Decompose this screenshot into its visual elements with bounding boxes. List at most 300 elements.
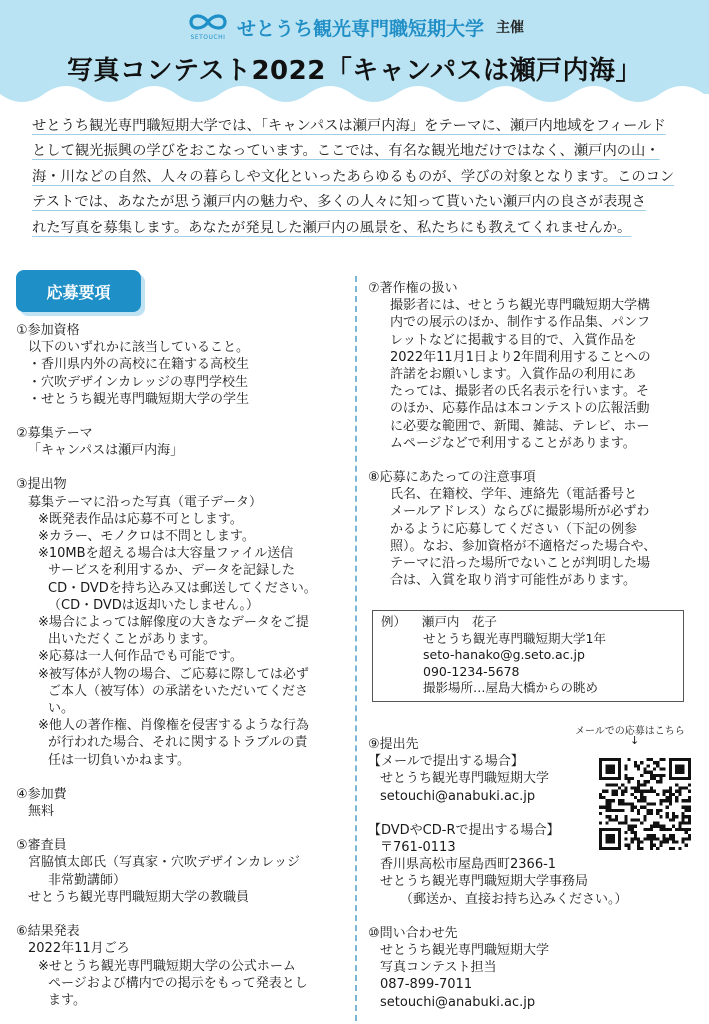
note-line: サービスを利用するか、データを記録した [48, 563, 296, 579]
qr-module [609, 847, 612, 850]
qr-module [609, 837, 612, 840]
qr-module [675, 768, 678, 771]
qr-module [672, 825, 675, 828]
header-banner [0, 0, 709, 112]
qr-module [609, 758, 612, 761]
qr-module [637, 764, 640, 767]
qr-module [650, 844, 653, 847]
note-line: ※被写体が人物の場合、ご応募に際しては必ず [38, 666, 309, 682]
qr-module [599, 831, 602, 834]
qr-module [669, 777, 672, 780]
text-line: かるように応募してください（下記の例参 [390, 521, 638, 537]
qr-module [675, 783, 678, 786]
section-title-theme: ②募集テーマ [16, 426, 93, 442]
qr-module [631, 802, 634, 805]
qr-module [650, 812, 653, 815]
qr-module [605, 799, 608, 802]
right-column-top [368, 280, 698, 589]
qr-module [609, 828, 612, 831]
qr-module [669, 802, 672, 805]
qr-module [659, 844, 662, 847]
section-title-destination: ⑨提出先 [368, 737, 419, 752]
text-line: 照）。なお、参加資格が不適格だった場合や、 [390, 538, 657, 554]
qr-module [624, 768, 627, 771]
qr-module [675, 796, 678, 799]
qr-module [681, 806, 684, 809]
qr-module [609, 777, 612, 780]
qr-module [685, 844, 688, 847]
qr-module [647, 802, 650, 805]
qr-module [618, 764, 621, 767]
qr-module [609, 840, 612, 843]
qr-module [681, 787, 684, 790]
text-line: テーマに沿った場所でないことが判明した場 [390, 556, 651, 572]
text-line: 内での展示のほか、制作する作品集、パンフ [390, 315, 651, 331]
qr-module [653, 837, 656, 840]
qr-module [656, 780, 659, 783]
qr-module [618, 834, 621, 837]
qr-module [618, 821, 621, 824]
qr-module [599, 806, 602, 809]
qr-module [602, 777, 605, 780]
qr-module [615, 818, 618, 821]
qr-module [669, 771, 672, 774]
school-logo [185, 10, 231, 44]
qr-module [669, 847, 672, 850]
qr-module [662, 790, 665, 793]
email-link[interactable]: setouchi@anabuki.ac.jp [380, 994, 536, 1010]
qr-module [688, 821, 691, 824]
qr-module [615, 783, 618, 786]
qr-module [631, 828, 634, 831]
qr-module [599, 840, 602, 843]
qr-module [602, 796, 605, 799]
note-line: 出いただくことがあります。 [48, 632, 216, 648]
note-line: が行われた場合、それに関するトラブルの責 [48, 735, 308, 751]
qr-module [653, 821, 656, 824]
qr-module [631, 837, 634, 840]
qr-module [669, 799, 672, 802]
note-line: い。 [48, 701, 75, 717]
note-line: ます。 [48, 992, 86, 1008]
qr-module [659, 777, 662, 780]
text-line: のほか、応募作品は本コンテストの広報活動 [390, 401, 650, 417]
qr-module [669, 787, 672, 790]
qr-module [615, 815, 618, 818]
qr-module [681, 828, 684, 831]
qr-module [605, 806, 608, 809]
qr-module [618, 799, 621, 802]
qr-module [650, 758, 653, 761]
qr-module [599, 847, 602, 850]
qr-module [612, 790, 615, 793]
qr-module [666, 815, 669, 818]
qr-module [685, 815, 688, 818]
qr-module [634, 764, 637, 767]
text-line: （郵送か、直接お持ち込みください。） [400, 891, 628, 907]
intro-line: れた写真を募集します。あなたが発見した瀬戸内の風景を、私たちにも教えてくれませんか。 [32, 219, 632, 236]
qr-module [618, 768, 621, 771]
qr-module [675, 758, 678, 761]
section-title-fee: ④参加費 [16, 786, 67, 802]
section-title-results: ⑥結果発表 [16, 924, 80, 940]
qr-module [647, 812, 650, 815]
qr-module [659, 802, 662, 805]
qr-module [681, 768, 684, 771]
note-line: ※せとうち観光専門職短期大学の公式ホーム [38, 958, 296, 974]
qr-module [672, 818, 675, 821]
qr-module [605, 802, 608, 805]
qr-module [659, 799, 662, 802]
qr-module [637, 844, 640, 847]
qr-module [618, 847, 621, 850]
qr-module [640, 847, 643, 850]
qr-module [653, 844, 656, 847]
qr-module [602, 806, 605, 809]
qr-module [650, 790, 653, 793]
qr-code[interactable] [599, 758, 691, 850]
qr-module [688, 828, 691, 831]
qr-module [599, 768, 602, 771]
qr-module [640, 790, 643, 793]
qr-module [605, 790, 608, 793]
qr-module [672, 758, 675, 761]
qr-module [628, 777, 631, 780]
qr-module [624, 777, 627, 780]
qr-module [631, 825, 634, 828]
text-line: 合は、入賞を取り消す可能性があります。 [390, 573, 636, 589]
note-line: （CD・DVDは返却いたしません。） [48, 597, 260, 613]
qr-module [637, 768, 640, 771]
qr-module [650, 777, 653, 780]
qr-module [647, 780, 650, 783]
example-box [372, 610, 684, 702]
qr-module [609, 818, 612, 821]
qr-module [624, 821, 627, 824]
qr-module [609, 783, 612, 786]
qr-module [640, 793, 643, 796]
qr-module [647, 764, 650, 767]
infinity-logo-icon [185, 10, 231, 34]
qr-module [685, 806, 688, 809]
qr-module [688, 777, 691, 780]
qr-module [688, 806, 691, 809]
qr-module [602, 847, 605, 850]
qr-module [656, 812, 659, 815]
qr-module [656, 764, 659, 767]
qr-module [678, 777, 681, 780]
qr-module [640, 783, 643, 786]
qr-module [669, 828, 672, 831]
qr-module [672, 793, 675, 796]
text-line: ・せとうち観光専門職短期大学の学生 [28, 391, 250, 407]
left-column [16, 322, 351, 1009]
qr-module [609, 768, 612, 771]
qr-module [681, 777, 684, 780]
example-first-line [381, 614, 675, 631]
qr-module [637, 799, 640, 802]
qr-module [628, 844, 631, 847]
qr-module [637, 847, 640, 850]
qr-module [672, 840, 675, 843]
qr-module [672, 837, 675, 840]
qr-module [599, 821, 602, 824]
section-title-submission: ③提出物 [16, 477, 67, 493]
qr-module [678, 768, 681, 771]
qr-module [621, 783, 624, 786]
qr-module [599, 837, 602, 840]
qr-module [678, 787, 681, 790]
qr-module [599, 834, 602, 837]
qr-module [612, 758, 615, 761]
qr-module [681, 812, 684, 815]
qr-module [647, 834, 650, 837]
text-line: 2022年11月ごろ [28, 941, 130, 957]
email-link[interactable]: setouchi@anabuki.ac.jp [380, 788, 536, 804]
qr-module [685, 837, 688, 840]
qr-module [675, 790, 678, 793]
qr-module [602, 828, 605, 831]
qr-module [628, 802, 631, 805]
qr-module [650, 802, 653, 805]
qr-module [618, 771, 621, 774]
qr-module [681, 821, 684, 824]
qr-module [618, 758, 621, 761]
qr-module [688, 783, 691, 786]
qr-module [672, 777, 675, 780]
qr-module [688, 761, 691, 764]
qr-module [621, 793, 624, 796]
qr-module [624, 764, 627, 767]
qr-module [685, 809, 688, 812]
text-line: 非常勤講師） [48, 872, 127, 888]
qr-module [662, 828, 665, 831]
qr-module [634, 787, 637, 790]
qr-module [675, 840, 678, 843]
qr-module [615, 777, 618, 780]
qr-module [631, 787, 634, 790]
qr-module [675, 799, 678, 802]
qr-module [647, 758, 650, 761]
qr-module [666, 828, 669, 831]
qr-module [624, 831, 627, 834]
example-label: 例） [381, 614, 407, 629]
qr-module [605, 847, 608, 850]
qr-module [631, 840, 634, 843]
note-line: ※応募は一人何作品でも可能です。 [38, 649, 243, 665]
example-line: 090-1234-5678 [423, 663, 520, 679]
qr-module [643, 790, 646, 793]
qr-module [599, 758, 602, 761]
qr-module [643, 815, 646, 818]
qr-module [659, 828, 662, 831]
qr-module [599, 844, 602, 847]
qr-module [637, 818, 640, 821]
qr-module [612, 771, 615, 774]
intro-line: せとうち観光専門職短期大学では、「キャンパスは瀬戸内海」をテーマに、瀬戸内地域をフィールド [32, 118, 666, 134]
qr-module [605, 758, 608, 761]
qr-module [599, 771, 602, 774]
qr-module [621, 799, 624, 802]
qr-module [669, 834, 672, 837]
qr-module [647, 771, 650, 774]
qr-module [647, 790, 650, 793]
note-line: ページおよび構内での掲示をもって発表とし [48, 975, 308, 991]
qr-module [666, 796, 669, 799]
qr-module [634, 761, 637, 764]
qr-module [605, 834, 608, 837]
qr-module [612, 809, 615, 812]
note-line: CD・DVDを持ち込み又は郵送してください。 [48, 580, 317, 596]
qr-module [650, 847, 653, 850]
qr-module [643, 780, 646, 783]
qr-module [609, 764, 612, 767]
qr-module [628, 758, 631, 761]
qr-module [666, 812, 669, 815]
intro-line: として観光振興の学びをおこなっています。ここでは、有名な観光地だけではなく、瀬戸内の山・ [32, 143, 660, 160]
qr-module [637, 780, 640, 783]
intro-paragraph [32, 114, 682, 241]
qr-module [637, 787, 640, 790]
qr-module [647, 828, 650, 831]
qr-module [678, 758, 681, 761]
section-title-copyright: ⑦著作権の扱い [368, 281, 458, 296]
qr-module [605, 764, 608, 767]
qr-module [659, 768, 662, 771]
qr-module [624, 837, 627, 840]
qr-module [669, 837, 672, 840]
qr-module [612, 793, 615, 796]
qr-module [688, 790, 691, 793]
qr-module [653, 802, 656, 805]
qr-module [612, 828, 615, 831]
text-line: せとうち観光専門職短期大学 [380, 943, 550, 959]
qr-module [624, 787, 627, 790]
qr-module [650, 809, 653, 812]
qr-module [637, 812, 640, 815]
qr-module [640, 840, 643, 843]
qr-module [612, 764, 615, 767]
note-line: ご本人（被写体）の承諾をいただいてくださ [48, 683, 309, 699]
qr-module [650, 774, 653, 777]
qr-module [685, 787, 688, 790]
qr-module [653, 825, 656, 828]
qr-module [669, 790, 672, 793]
text-line: 許諾をお願いします。入賞作品の利用にあ [390, 367, 636, 383]
qr-module [656, 809, 659, 812]
qr-module [621, 790, 624, 793]
qr-module [662, 840, 665, 843]
arrow-down-icon: ↓ [630, 734, 640, 747]
qr-module [659, 758, 662, 761]
example-name: 瀬戸内 花子 [421, 614, 497, 629]
qr-module [675, 764, 678, 767]
qr-module [624, 818, 627, 821]
text-line: に必要な範囲で、新聞、雑誌、テレビ、ホー [390, 418, 650, 434]
qr-module [634, 825, 637, 828]
qr-module [688, 818, 691, 821]
qr-module [612, 818, 615, 821]
text-line: 2022年11月1日より2年間利用することへの [390, 349, 651, 365]
example-line: せとうち観光専門職短期大学1年 [423, 630, 606, 646]
qr-module [640, 761, 643, 764]
qr-module [640, 821, 643, 824]
text-line: レットなどに掲載する目的で、入賞作品を [390, 332, 637, 348]
qr-module [605, 821, 608, 824]
qr-module [688, 815, 691, 818]
qr-module [618, 774, 621, 777]
qr-module [685, 799, 688, 802]
qr-module [643, 768, 646, 771]
qr-module [631, 793, 634, 796]
qr-module [615, 847, 618, 850]
qr-module [653, 774, 656, 777]
qr-module [643, 837, 646, 840]
qr-module [618, 761, 621, 764]
qr-module [685, 831, 688, 834]
qr-module [599, 761, 602, 764]
qr-module [678, 793, 681, 796]
qr-module [618, 837, 621, 840]
qr-module [640, 796, 643, 799]
qr-module [662, 774, 665, 777]
qr-module [599, 796, 602, 799]
qr-module [650, 840, 653, 843]
qr-module [637, 809, 640, 812]
wave-decoration [0, 84, 709, 114]
qr-module [609, 834, 612, 837]
qr-module [669, 818, 672, 821]
note-line: ※他人の著作権、肖像権を侵害するような行為 [38, 718, 309, 734]
qr-module [656, 821, 659, 824]
qr-module [659, 840, 662, 843]
qr-module [672, 847, 675, 850]
qr-module [688, 834, 691, 837]
qr-module [678, 828, 681, 831]
qr-module [615, 790, 618, 793]
qr-module [624, 802, 627, 805]
qr-module [618, 840, 621, 843]
qr-module [624, 815, 627, 818]
qr-module [656, 761, 659, 764]
text-line: ・香川県内外の高校に在籍する高校生 [28, 357, 250, 373]
qr-module [599, 764, 602, 767]
qr-module [659, 780, 662, 783]
qr-module [624, 790, 627, 793]
qr-module [634, 806, 637, 809]
qr-module [669, 758, 672, 761]
page-title: 写真コンテスト2022「キャンパスは瀬戸内海」 [66, 56, 642, 86]
example-line: seto-hanako@g.seto.ac.jp [423, 647, 585, 663]
qr-module [631, 806, 634, 809]
qr-module [609, 799, 612, 802]
qr-module [681, 837, 684, 840]
qr-module [666, 837, 669, 840]
qr-module [618, 828, 621, 831]
qr-module [621, 809, 624, 812]
qr-module [605, 771, 608, 774]
right-column-submit [368, 736, 628, 1011]
qr-module [631, 818, 634, 821]
qr-module [605, 809, 608, 812]
qr-module [618, 802, 621, 805]
qr-module [666, 806, 669, 809]
qr-module [643, 783, 646, 786]
qr-module [631, 777, 634, 780]
qr-module [599, 793, 602, 796]
qr-module [612, 840, 615, 843]
qr-module [612, 768, 615, 771]
